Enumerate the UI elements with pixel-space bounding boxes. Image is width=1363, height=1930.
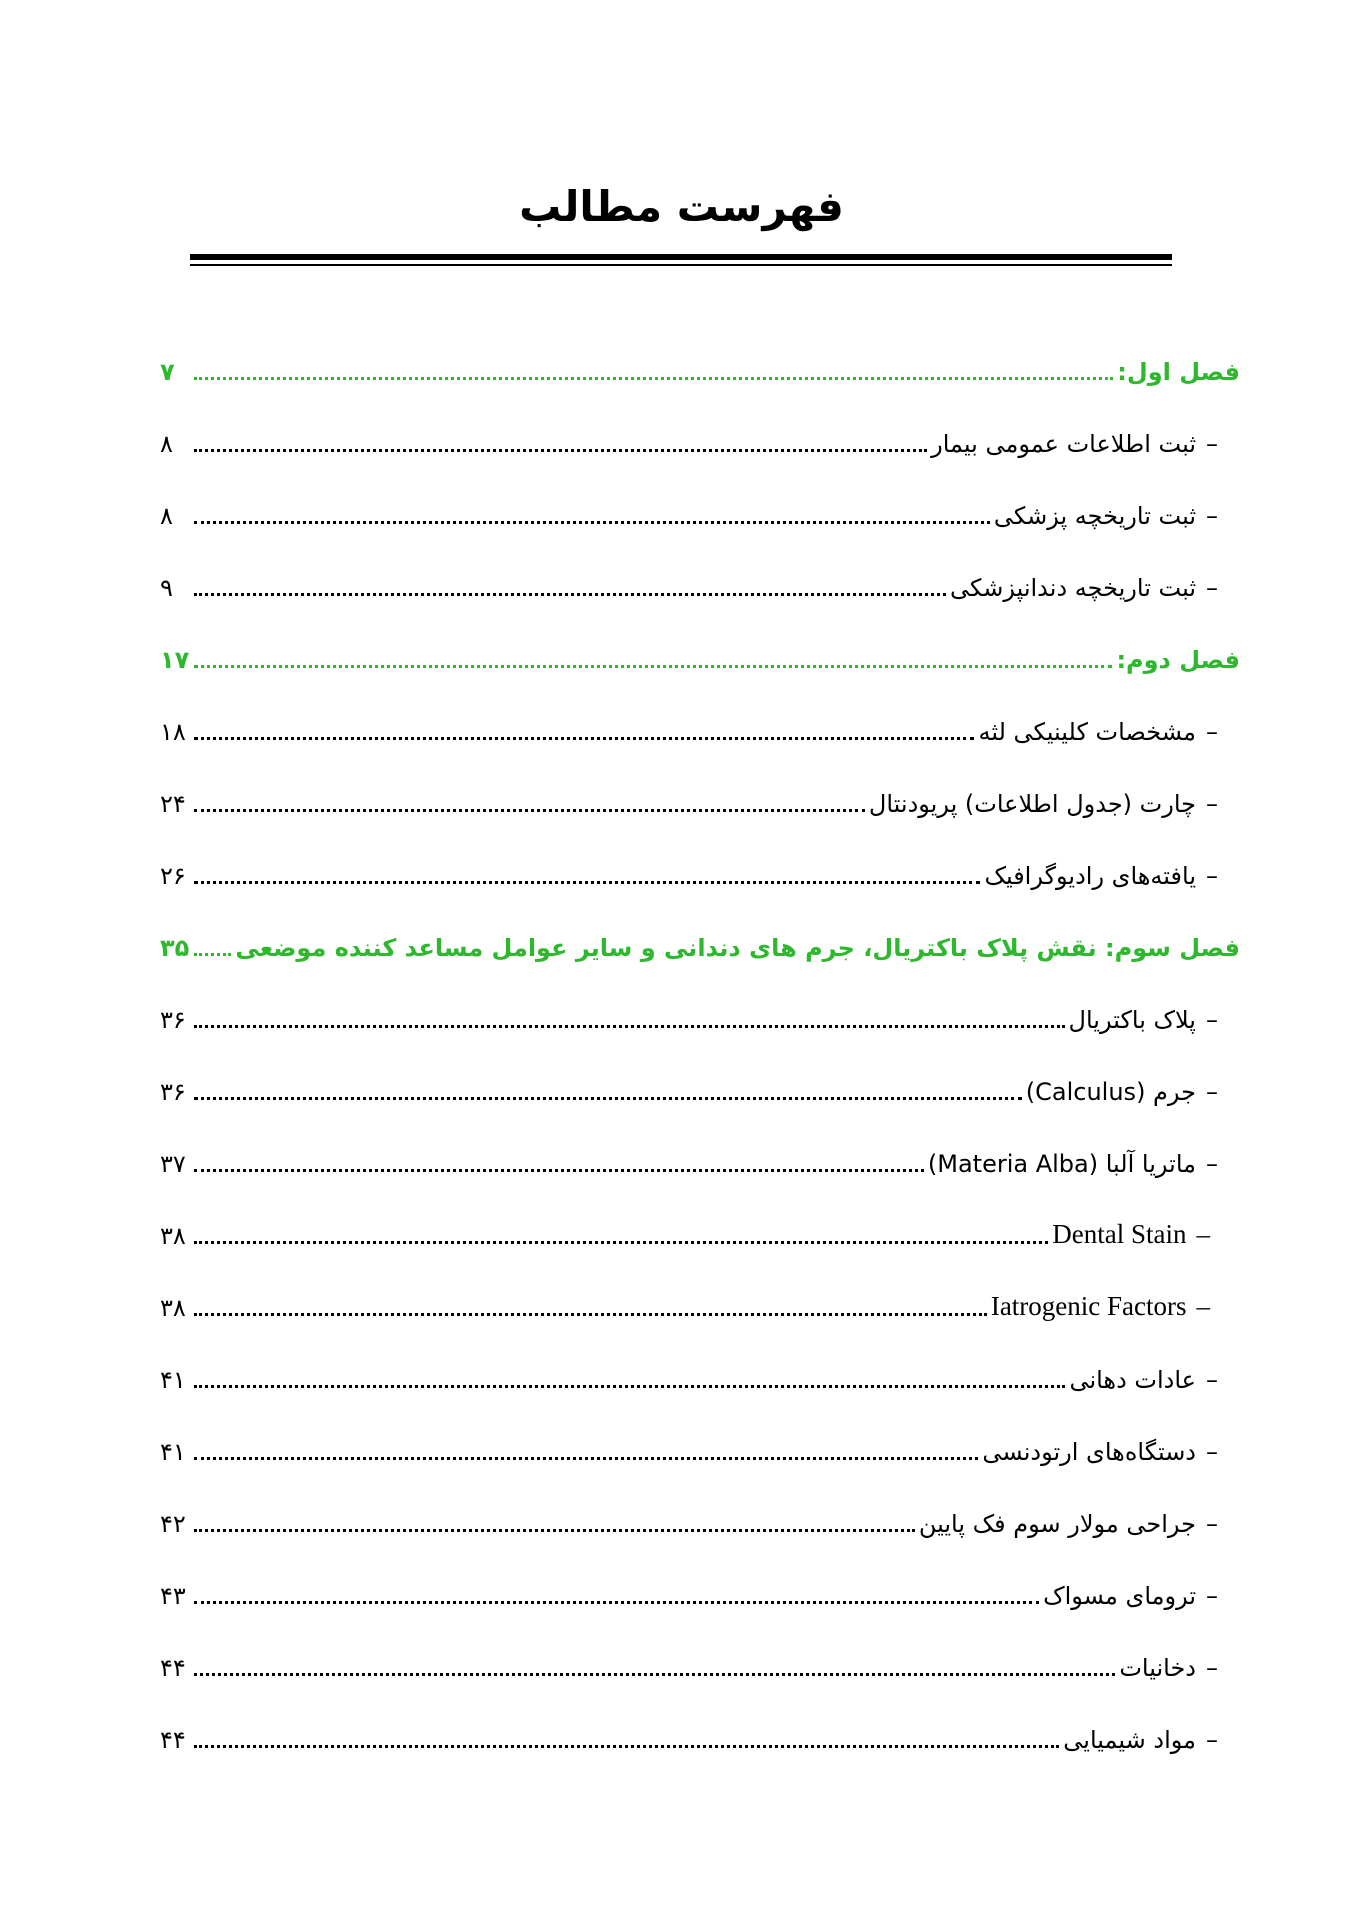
toc-chapter-entry[interactable] <box>160 618 1240 690</box>
toc-entry-label: فصل اول: <box>1117 358 1240 386</box>
dot-leader <box>194 665 1112 668</box>
toc-page-number: ۳۸ <box>160 1222 186 1250</box>
toc-page-number: ۴۴ <box>160 1654 186 1682</box>
toc-chapter-entry[interactable] <box>160 330 1240 402</box>
toc-entry[interactable] <box>160 1050 1240 1122</box>
dot-leader <box>194 1097 1022 1100</box>
title-rule-thick <box>190 254 1172 260</box>
dot-leader <box>194 1241 1048 1244</box>
toc-page-number: ۸ <box>160 502 173 530</box>
bullet-dash: – <box>1206 430 1218 458</box>
dot-leader <box>194 1169 924 1172</box>
toc-entry[interactable] <box>160 978 1240 1050</box>
toc-page-number: ۴۱ <box>160 1438 186 1466</box>
toc-chapter-entry[interactable] <box>160 906 1240 978</box>
bullet-dash: – <box>1206 1150 1218 1178</box>
toc-entry[interactable] <box>160 402 1240 474</box>
toc-page-number: ۲۴ <box>160 790 186 818</box>
toc-entry[interactable] <box>160 834 1240 906</box>
toc-entry-label: چارت (جدول اطلاعات) پریودنتال <box>868 790 1196 818</box>
dot-leader <box>194 1025 1065 1028</box>
toc-entry-label: جراحی مولار سوم فک پایین <box>918 1510 1196 1538</box>
bullet-dash: – <box>1206 1366 1218 1394</box>
toc-entry-label: فصل سوم: نقش پلاک باکتریال، جرم های دندانی و سایر عوامل مساعد کننده موضعی <box>235 934 1240 962</box>
toc-page-number: ۲۶ <box>160 862 186 890</box>
bullet-dash: – <box>1206 1582 1218 1610</box>
bullet-dash: – <box>1206 1438 1218 1466</box>
bullet-dash: – <box>1206 574 1218 602</box>
toc-page-number: ۳۵ <box>160 934 190 962</box>
dot-leader <box>194 881 980 884</box>
bullet-dash: – <box>1206 790 1218 818</box>
toc-entry[interactable] <box>160 1338 1240 1410</box>
toc-entry-label: عادات دهانی <box>1069 1366 1196 1394</box>
toc-page-number: ۳۶ <box>160 1006 186 1034</box>
dot-leader <box>194 1385 1065 1388</box>
toc-entry[interactable] <box>160 1482 1240 1554</box>
toc-page-number: ۴۲ <box>160 1510 186 1538</box>
toc-entry[interactable] <box>160 1266 1240 1338</box>
toc-entry[interactable] <box>160 1626 1240 1698</box>
toc-page-number: ۴۳ <box>160 1582 186 1610</box>
bullet-dash: – <box>1206 1726 1218 1754</box>
toc-entry[interactable] <box>160 1410 1240 1482</box>
dot-leader <box>194 521 990 524</box>
toc-entry[interactable] <box>160 1194 1240 1266</box>
dot-leader <box>194 377 1113 380</box>
title-rule-thin <box>190 264 1172 266</box>
dot-leader <box>194 1313 987 1316</box>
toc-entry-label: جرم (Calculus) <box>1025 1078 1196 1106</box>
dot-leader <box>194 809 865 812</box>
bullet-dash: – <box>1206 1654 1218 1682</box>
bullet-dash: – <box>1206 718 1218 746</box>
toc-entry[interactable] <box>160 1698 1240 1770</box>
toc-entry-label: ثبت تاریخچه پزشکی <box>993 502 1196 530</box>
toc-entry[interactable] <box>160 1122 1240 1194</box>
toc-page-number: ۸ <box>160 430 173 458</box>
toc-page-number: ۷ <box>160 358 175 386</box>
toc-page-number: ۳۸ <box>160 1294 186 1322</box>
dot-leader <box>194 593 946 596</box>
page-title: فهرست مطالب <box>519 182 844 231</box>
toc-page-number: ۹ <box>160 574 173 602</box>
bullet-dash: – <box>1206 1006 1218 1034</box>
dot-leader <box>194 1457 978 1460</box>
dot-leader <box>194 1529 915 1532</box>
toc-page-number: ۴۱ <box>160 1366 186 1394</box>
dot-leader <box>194 1673 1115 1676</box>
toc-entry-label: مشخصات کلینیکی لثه <box>978 718 1196 746</box>
toc-page-number: ۱۷ <box>160 646 190 674</box>
toc-entry[interactable] <box>160 1554 1240 1626</box>
toc-entry-label: فصل دوم: <box>1116 646 1240 674</box>
toc-page-number: ۳۷ <box>160 1150 186 1178</box>
toc-entry-label: ثبت تاریخچه دندانپزشکی <box>949 574 1196 602</box>
toc-entry[interactable] <box>160 474 1240 546</box>
table-of-contents <box>160 330 1240 1770</box>
toc-entry-label: دستگاه‌های ارتودنسی <box>982 1438 1196 1466</box>
toc-page-number: ۴۴ <box>160 1726 186 1754</box>
toc-entry-label: ماتریا آلبا (Materia Alba) <box>927 1150 1196 1178</box>
toc-page-number: ۳۶ <box>160 1078 186 1106</box>
toc-entry-label: یافته‌های رادیوگرافیک <box>984 862 1196 890</box>
toc-entry[interactable] <box>160 690 1240 762</box>
dot-leader <box>194 1601 1039 1604</box>
dot-leader <box>194 1745 1059 1748</box>
toc-page-number: ۱۸ <box>160 718 186 746</box>
toc-entry-label: ترومای مسواک <box>1043 1582 1196 1610</box>
toc-entry-label: Dental Stain <box>1052 1219 1187 1249</box>
bullet-dash: – <box>1206 862 1218 890</box>
toc-entry[interactable] <box>160 546 1240 618</box>
dot-leader <box>194 953 231 956</box>
dot-leader <box>194 737 974 740</box>
toc-entry-label: ثبت اطلاعات عمومی بیمار <box>931 430 1196 458</box>
toc-entry-label: مواد شیمیایی <box>1063 1726 1196 1754</box>
toc-entry[interactable] <box>160 762 1240 834</box>
bullet-dash: – <box>1196 1219 1210 1249</box>
bullet-dash: – <box>1206 1510 1218 1538</box>
toc-entry-label: پلاک باکتریال <box>1068 1006 1196 1034</box>
toc-entry-label: Iatrogenic Factors <box>990 1291 1187 1321</box>
bullet-dash: – <box>1206 502 1218 530</box>
dot-leader <box>194 449 927 452</box>
bullet-dash: – <box>1206 1078 1218 1106</box>
toc-entry-label: دخانیات <box>1119 1654 1196 1682</box>
bullet-dash: – <box>1196 1291 1210 1321</box>
